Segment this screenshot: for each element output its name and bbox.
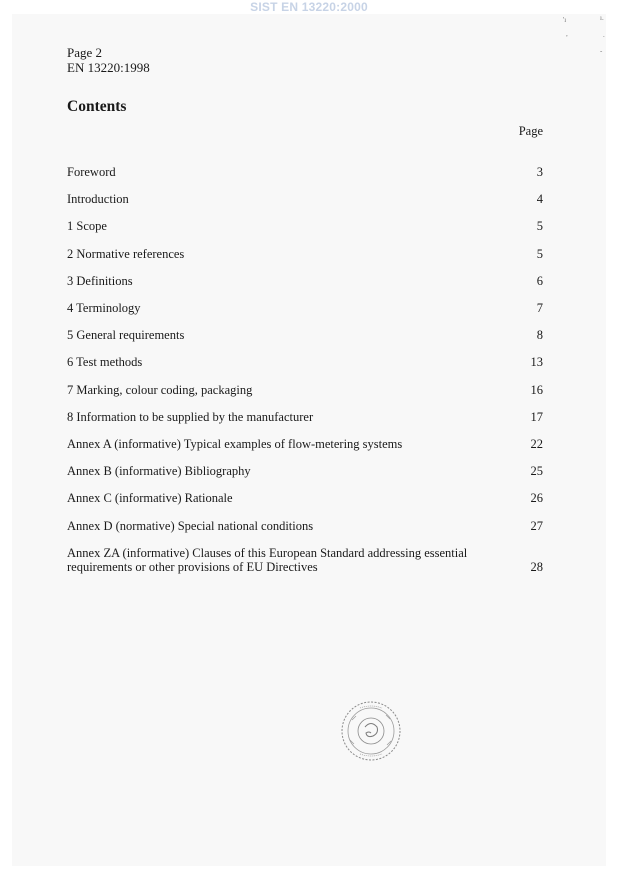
official-stamp-icon: [340, 700, 402, 762]
toc-entry-title: Annex ZA (informative) Clauses of this European Standard addressing essential requirements or other provisions of EU Directives: [67, 545, 468, 574]
toc-entry-title: Annex A (informative) Typical examples of flow-metering systems: [67, 437, 403, 451]
toc-entry[interactable]: [67, 491, 543, 505]
toc-entry-title: Annex B (informative) Bibliography: [67, 464, 251, 479]
toc-entry-title: 5 General requirements: [67, 328, 185, 343]
toc-entry[interactable]: [67, 519, 543, 533]
toc-entry-title: 1 Scope: [67, 219, 107, 234]
toc-entry-page: 28: [530, 559, 543, 574]
toc-entry-page: 5: [536, 219, 543, 234]
toc-entry-page: 27: [530, 518, 543, 533]
toc-entry-page: 26: [530, 491, 543, 506]
toc-entry-title: Introduction: [67, 192, 129, 207]
toc-entry[interactable]: [67, 219, 543, 233]
toc-entry[interactable]: [67, 274, 543, 288]
toc-entry-page: 3: [536, 165, 543, 179]
scan-speck: 'ı: [563, 16, 567, 24]
toc-entry[interactable]: [67, 437, 543, 451]
toc-entry-page: 13: [530, 355, 543, 370]
toc-entry-page: 8: [536, 328, 543, 343]
scan-speck: -: [600, 47, 603, 55]
toc-entry-page: 17: [530, 409, 543, 424]
toc-entry-title: 3 Definitions: [67, 273, 133, 288]
toc-entry[interactable]: [67, 383, 543, 397]
toc-entry-page: 6: [536, 273, 543, 288]
contents-title: Contents: [67, 98, 127, 115]
toc-entry[interactable]: [67, 247, 543, 261]
toc-entry-title: Annex D (normative) Special national conditions: [67, 518, 314, 533]
page-column-label: Page: [518, 124, 543, 138]
page-label: Page 2: [67, 45, 103, 60]
toc-entry[interactable]: [67, 410, 543, 424]
toc-entry[interactable]: [67, 464, 543, 478]
toc-entry[interactable]: [67, 165, 543, 179]
toc-entry[interactable]: [67, 328, 543, 342]
watermark: SIST EN 13220:2000: [250, 0, 368, 14]
toc-entry-page: 5: [536, 246, 543, 261]
toc-entry[interactable]: [67, 192, 543, 206]
scan-speck: ı.: [600, 14, 604, 22]
toc-entry[interactable]: [67, 355, 543, 369]
scan-speck: ,: [566, 30, 568, 38]
toc-entry-title: 8 Information to be supplied by the manufacturer: [67, 409, 314, 424]
toc-entry-page: 25: [530, 464, 543, 479]
toc-entry-page: 22: [530, 437, 543, 451]
toc-entry-title: 2 Normative references: [67, 246, 185, 261]
standard-id: EN 13220:1998: [67, 60, 150, 75]
toc-entry[interactable]: [67, 546, 543, 574]
toc-entry-page: 7: [536, 301, 543, 315]
scan-speck: .: [603, 31, 605, 39]
toc-entry-title: Foreword: [67, 165, 116, 179]
toc-entry-title: 4 Terminology: [67, 301, 141, 315]
toc-entry-page: 16: [530, 382, 543, 397]
toc-entry-title: 6 Test methods: [67, 355, 143, 370]
toc-entry-page: 4: [536, 192, 543, 207]
toc-entry[interactable]: [67, 301, 543, 315]
toc-entry-title: 7 Marking, colour coding, packaging: [67, 382, 253, 397]
toc-entry-title: Annex C (informative) Rationale: [67, 491, 233, 506]
